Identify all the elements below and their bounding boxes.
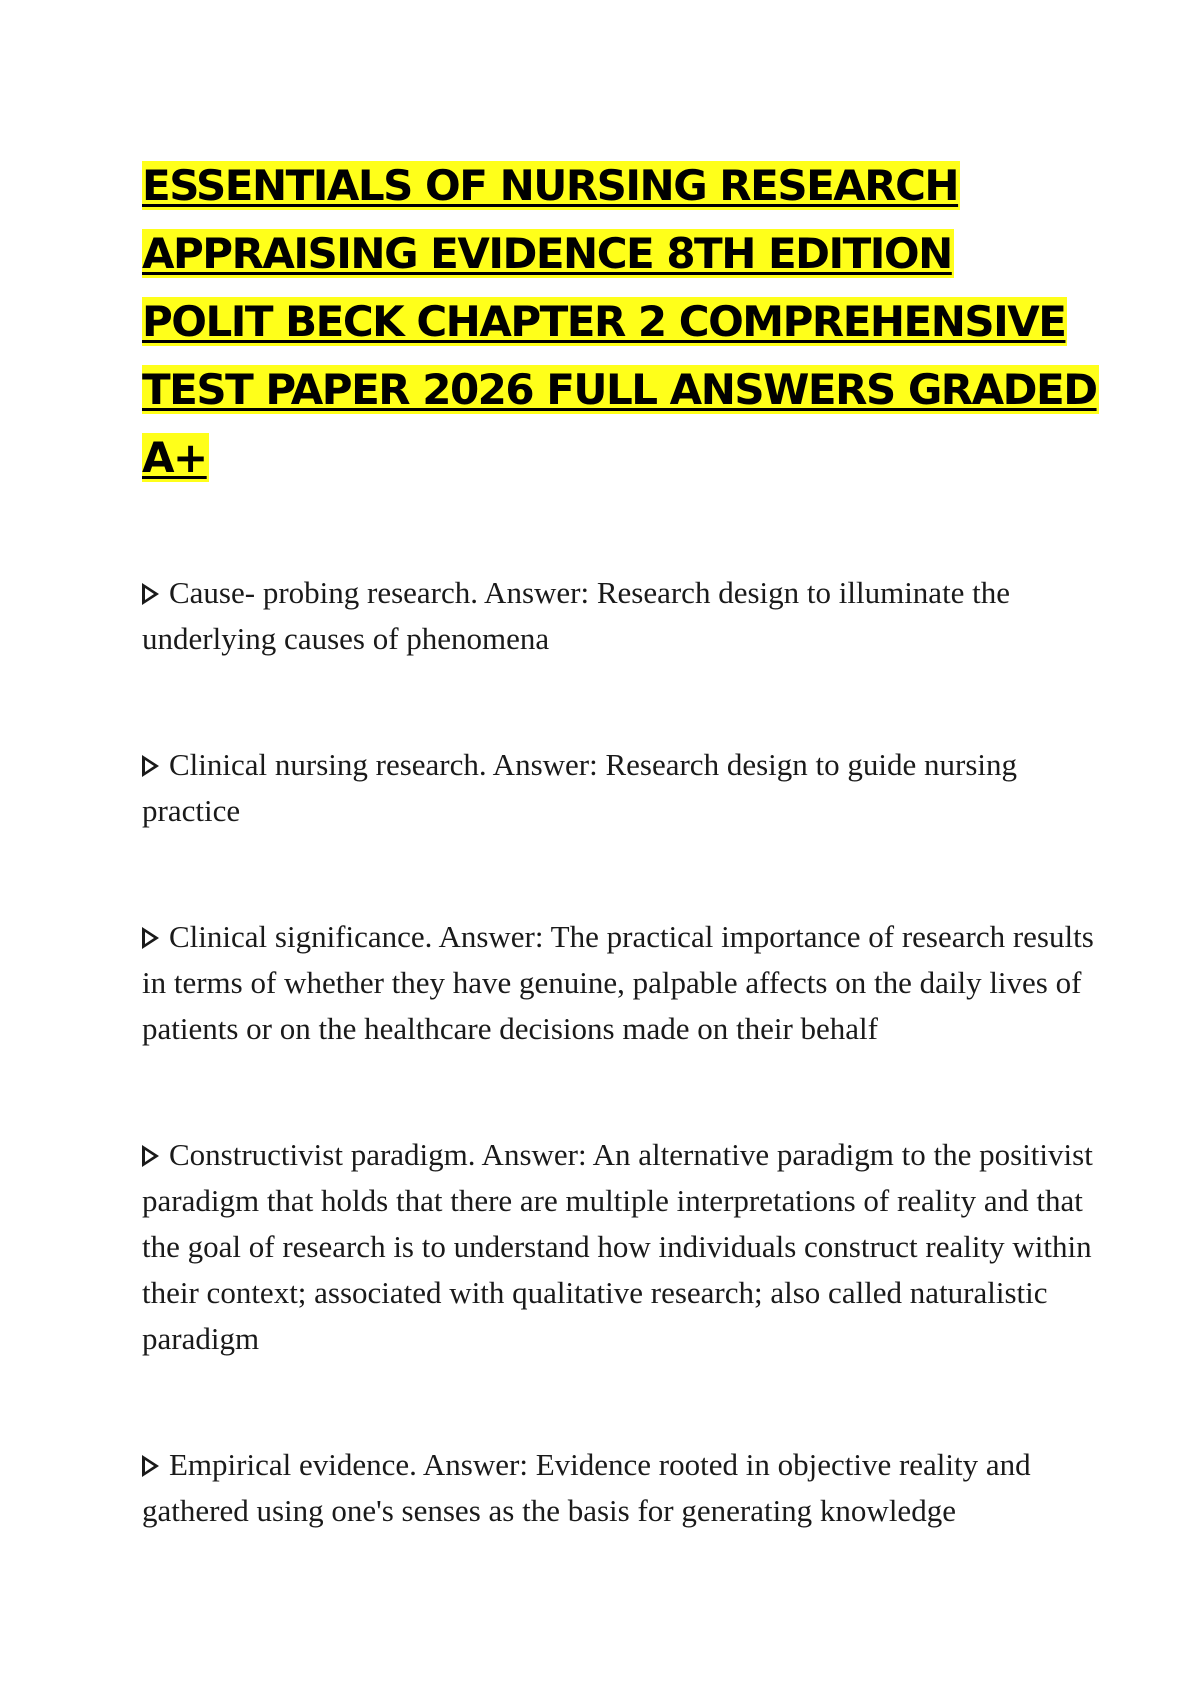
term-list bbox=[142, 570, 1102, 1534]
list-item bbox=[142, 570, 1102, 662]
list-item bbox=[142, 1132, 1102, 1362]
triangle-right-outline-icon bbox=[142, 1455, 159, 1477]
title-line-4: TEST PAPER 2026 FULL ANSWERS GRADED bbox=[142, 365, 1097, 414]
list-item bbox=[142, 742, 1102, 834]
list-item-text: Empirical evidence. Answer: Evidence rooted in objective reality and gathered using one's senses as the basis for generating knowledge bbox=[142, 1447, 1031, 1528]
list-item-text: Cause- probing research. Answer: Research design to illuminate the underlying causes of phenomena bbox=[142, 575, 1011, 656]
triangle-right-outline-icon bbox=[142, 927, 159, 949]
list-item-text: Constructivist paradigm. Answer: An alternative paradigm to the positivist paradigm that holds that there are multiple interpretations of reality and that the goal of research is to understand how individuals construct reality within their context; associated with qualitative research; also called naturalistic paradigm bbox=[142, 1137, 1093, 1356]
title-line-1: ESSENTIALS OF NURSING RESEARCH bbox=[142, 161, 959, 210]
triangle-right-outline-icon bbox=[142, 583, 159, 605]
list-item bbox=[142, 1442, 1102, 1534]
title-line-2: APPRAISING EVIDENCE 8TH EDITION bbox=[142, 229, 952, 278]
title-line-3: POLIT BECK CHAPTER 2 COMPREHENSIVE bbox=[142, 297, 1066, 346]
triangle-right-outline-icon bbox=[142, 755, 159, 777]
document-title bbox=[142, 152, 1097, 492]
title-line-5: A+ bbox=[142, 433, 207, 482]
list-item-text: Clinical nursing research. Answer: Research design to guide nursing practice bbox=[142, 747, 1017, 828]
triangle-right-outline-icon bbox=[142, 1145, 159, 1167]
list-item bbox=[142, 914, 1102, 1052]
list-item-text: Clinical significance. Answer: The practical importance of research results in terms of whether they have genuine, palpable affects on the daily lives of patients or on the healthcare decisions made on their behalf bbox=[142, 919, 1094, 1046]
